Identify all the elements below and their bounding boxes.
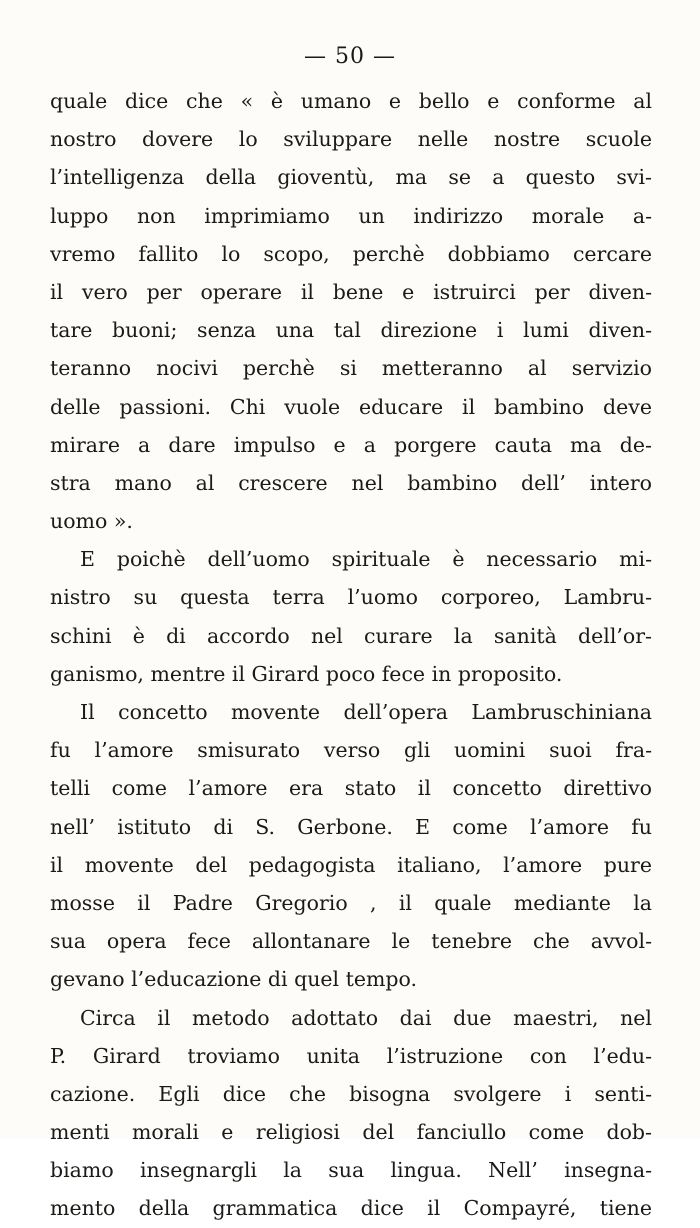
text-line: telli come l’amore era stato il concetto direttivo <box>50 776 652 801</box>
text-line: P. Girard troviamo unita l’istruzione con l’edu- <box>50 1043 652 1068</box>
text-line: schini è di accordo nel curare la sanità dell’or- <box>50 623 652 648</box>
text-line: E poichè dell’uomo spirituale è necessario mi- <box>80 547 652 572</box>
text-line: gevano l’educazione di quel tempo. <box>50 967 418 992</box>
text-line: teranno nocivi perchè si metteranno al servizio <box>50 356 652 381</box>
body-text <box>50 82 652 1228</box>
page-number: — 50 — <box>304 44 396 69</box>
text-line: l’intelligenza della gioventù, ma se a questo svi- <box>50 165 652 190</box>
text-line: mosse il Padre Gregorio , il quale mediante la <box>50 890 652 915</box>
text-line: ganismo, mentre il Girard poco fece in proposito. <box>50 661 563 686</box>
text-line: cazione. Egli dice che bisogna svolgere i senti- <box>50 1081 652 1106</box>
text-line: uomo ». <box>50 509 133 534</box>
text-line: mirare a dare impulso e a porgere cauta ma de- <box>50 432 652 457</box>
text-line: mento della grammatica dice il Compayré, tiene <box>50 1196 652 1221</box>
text-line: sua opera fece allontanare le tenebre che avvol- <box>50 929 652 954</box>
text-line: il vero per operare il bene e istruirci per diven- <box>50 279 652 304</box>
text-line: nell’ istituto di S. Gerbone. E come l’amore fu <box>50 814 652 839</box>
text-line: quale dice che « è umano e bello e conforme al <box>50 89 652 113</box>
text-line: Circa il metodo adottato dai due maestri, nel <box>80 1005 652 1030</box>
text-line: il movente del pedagogista italiano, l’amore pure <box>50 852 652 877</box>
text-line: vremo fallito lo scopo, perchè dobbiamo cercare <box>50 241 652 266</box>
text-line: delle passioni. Chi vuole educare il bambino deve <box>50 394 652 419</box>
text-line: tare buoni; senza una tal direzione i lumi diven- <box>50 318 652 343</box>
text-line: Il concetto movente dell’opera Lambruschiniana <box>80 700 652 724</box>
text-line: stra mano al crescere nel bambino dell’ intero <box>50 470 652 495</box>
text-line: biamo insegnargli la sua lingua. Nell’ insegna- <box>50 1158 652 1183</box>
text-line: luppo non imprimiamo un indirizzo morale a- <box>50 203 652 228</box>
text-line: fu l’amore smisurato verso gli uomini suoi fra- <box>50 738 652 763</box>
text-line: nostro dovere lo sviluppare nelle nostre scuole <box>50 127 652 152</box>
text-line: nistro su questa terra l’uomo corporeo, Lambru- <box>50 585 652 610</box>
text-line: menti morali e religiosi del fanciullo come dob- <box>50 1120 652 1145</box>
